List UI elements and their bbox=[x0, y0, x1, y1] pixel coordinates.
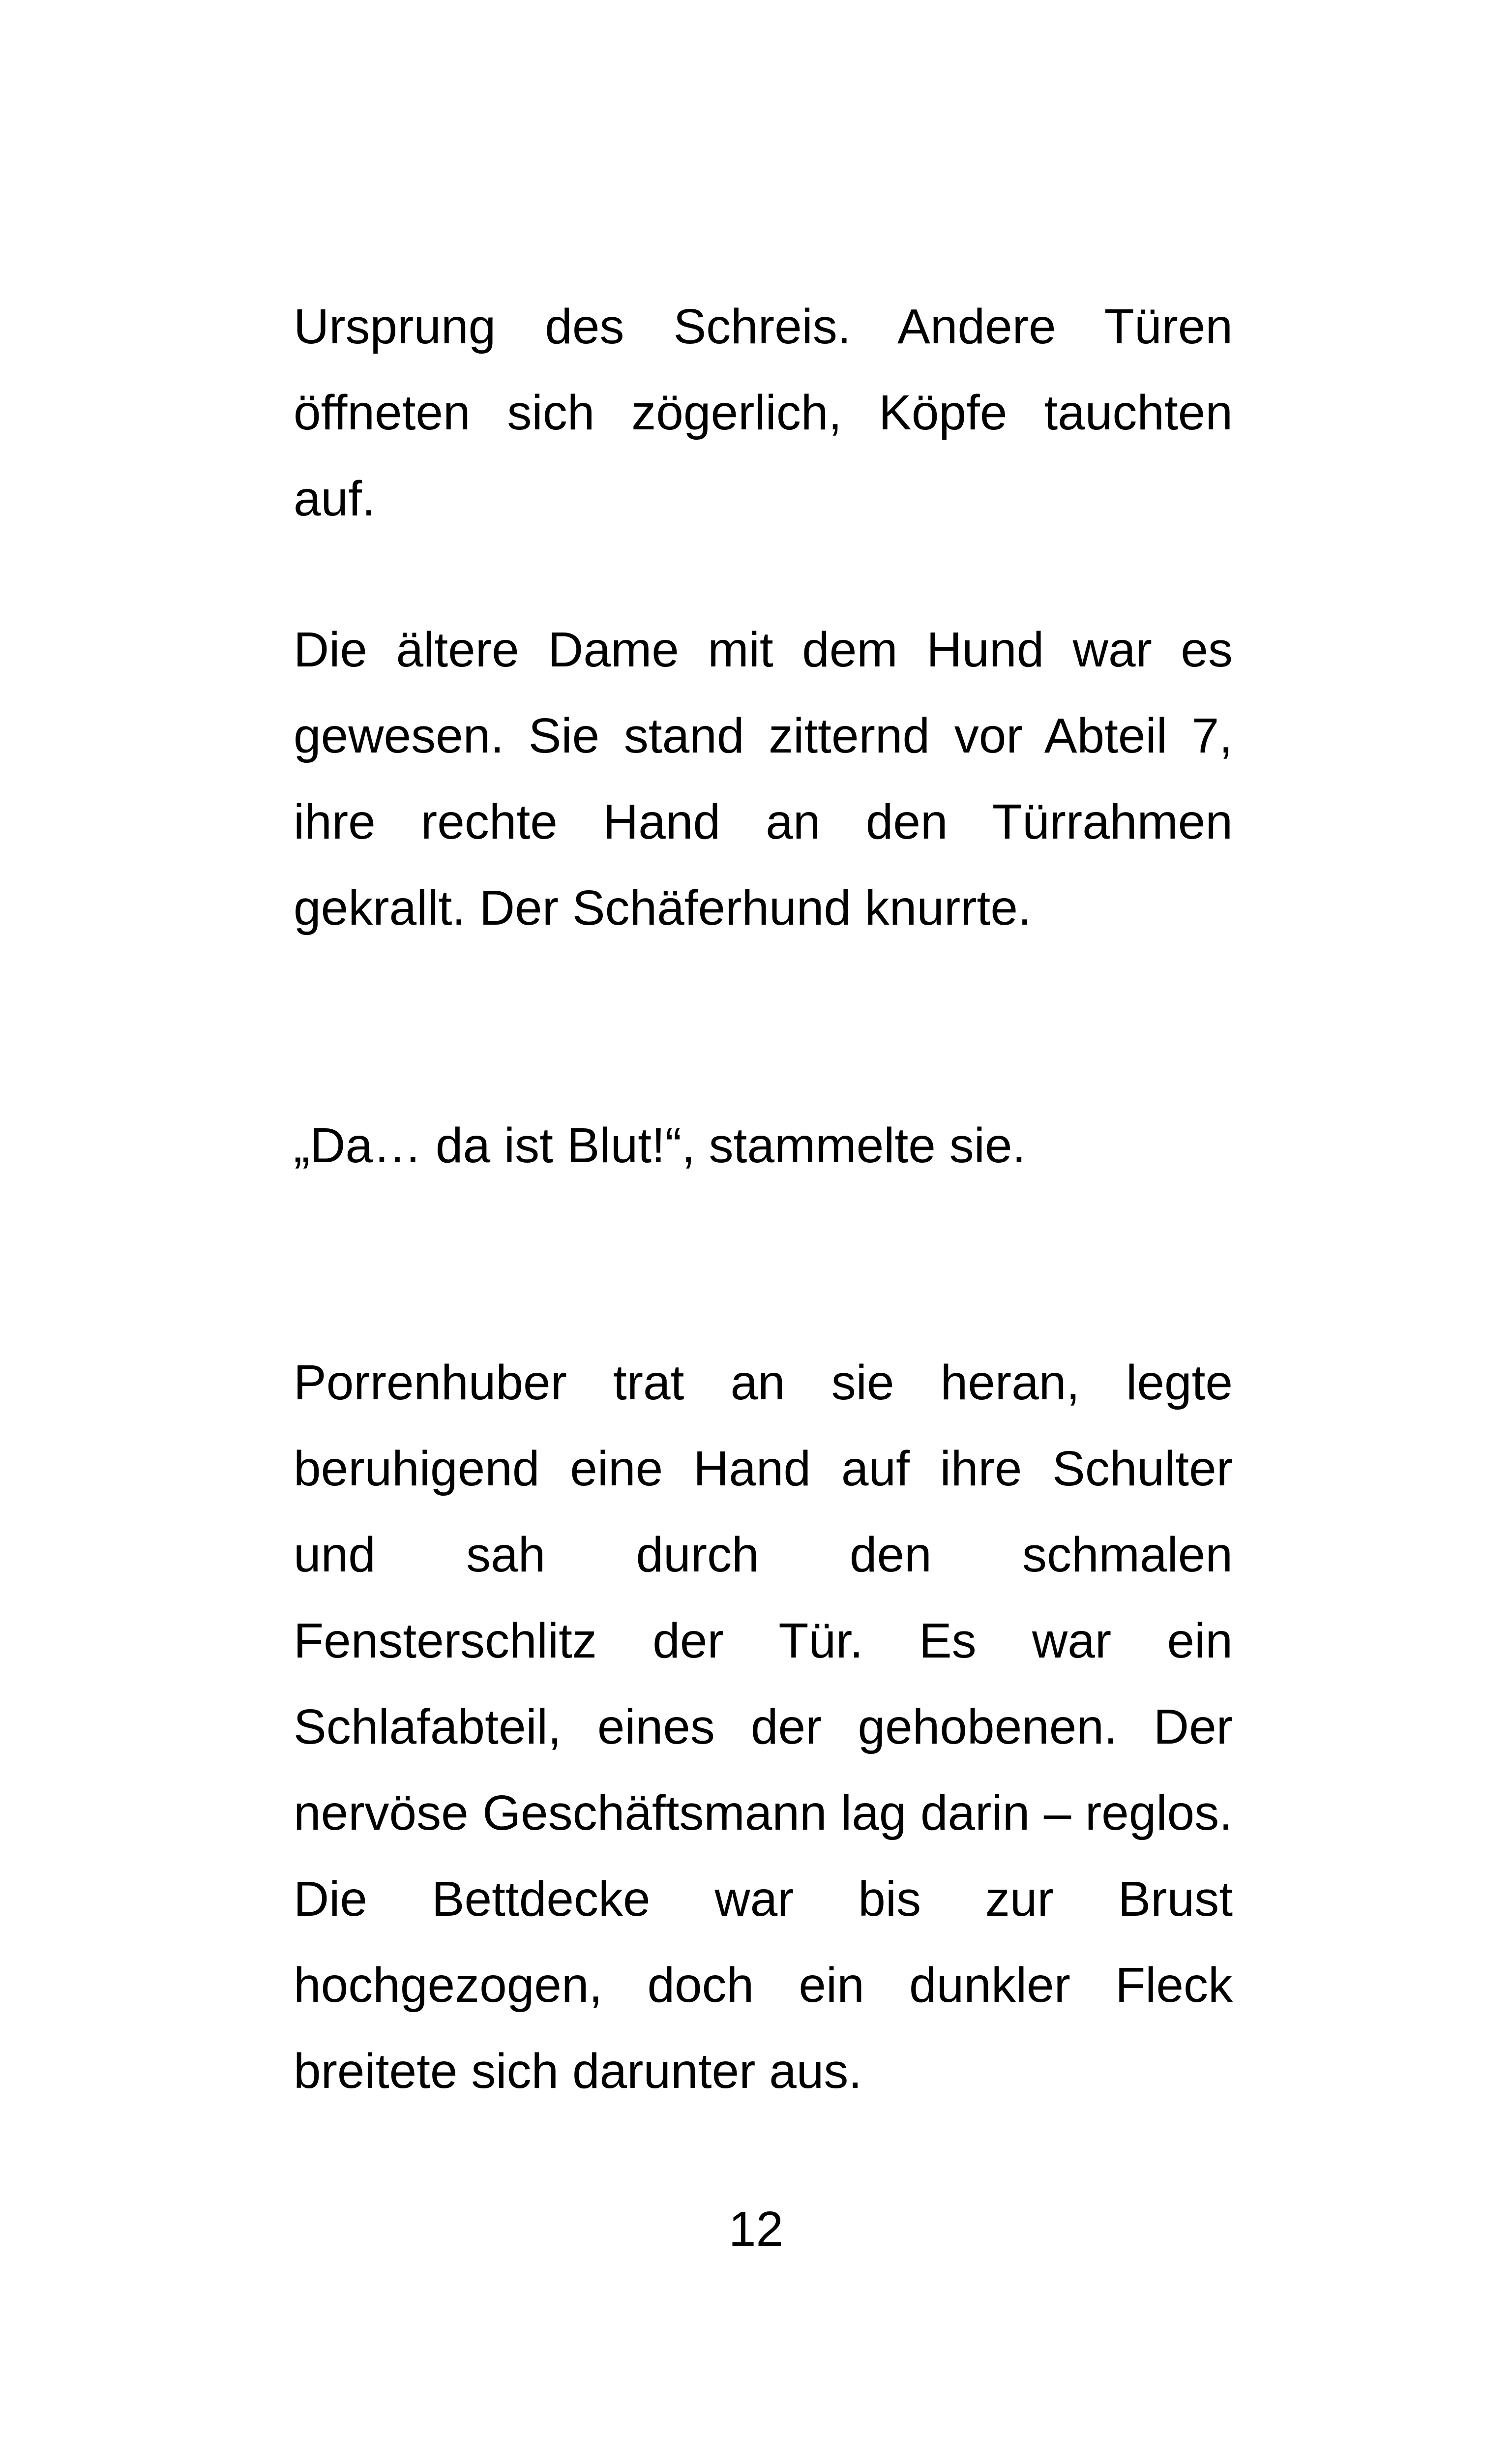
paragraph-2: Die ältere Dame mit dem Hund war es gewesen. Sie stand zitternd vor Abteil 7, ihre rechte Hand an den Türrahmen gekrallt. Der Schäferhund knurrte. bbox=[294, 622, 1233, 935]
paragraph-4: Porrenhuber trat an sie heran, legte beruhigend eine Hand auf ihre Schulter und sah durch den schmalen Fensterschlitz der Tür. Es war ein Schlafabteil, eines der gehobenen. Der nervöse Geschäftsmann lag darin – reglos. Die Bettdecke war bis zur Brust hochgezogen, doch ein dunkler Fleck breitete sich darunter aus. bbox=[294, 1355, 1233, 2099]
page-number: 12 bbox=[728, 2202, 784, 2257]
paragraph-3: „Da… da ist Blut!“, stammelte sie. bbox=[294, 1118, 1026, 1173]
paragraph-1: Ursprung des Schreis. Andere Türen öffneten sich zögerlich, Köpfe tauchten auf. bbox=[294, 299, 1233, 526]
